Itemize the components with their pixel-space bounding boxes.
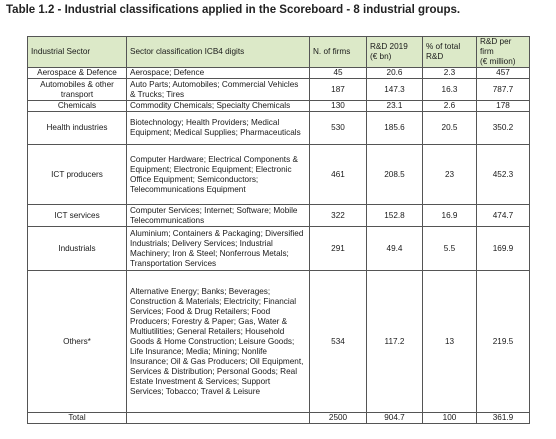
pct-cell: 23 xyxy=(423,145,477,205)
pct-cell: 13 xyxy=(423,271,477,413)
perfirm-cell: 169.9 xyxy=(477,227,530,271)
rd2019-cell: 117.2 xyxy=(367,271,423,413)
firms-cell: 322 xyxy=(310,205,367,227)
pct-cell: 20.5 xyxy=(423,112,477,145)
header-sector: Industrial Sector xyxy=(28,37,127,68)
firms-cell: 45 xyxy=(310,68,367,79)
perfirm-cell: 787.7 xyxy=(477,79,530,101)
perfirm-cell: 178 xyxy=(477,101,530,112)
header-pct: % of total R&D xyxy=(423,37,477,68)
industrial-classification-table xyxy=(27,36,530,424)
pct-cell: 2.6 xyxy=(423,101,477,112)
sector-cell: ICT services xyxy=(28,205,127,227)
header-classification: Sector classification ICB4 digits xyxy=(127,37,310,68)
table-row xyxy=(28,112,530,145)
table-row xyxy=(28,145,530,205)
total-rd2019-cell: 904.7 xyxy=(367,413,423,424)
table-row xyxy=(28,68,530,79)
table-row xyxy=(28,205,530,227)
total-firms-cell: 2500 xyxy=(310,413,367,424)
perfirm-cell: 457 xyxy=(477,68,530,79)
rd2019-cell: 185.6 xyxy=(367,112,423,145)
firms-cell: 530 xyxy=(310,112,367,145)
rd2019-cell: 23.1 xyxy=(367,101,423,112)
header-firms: N. of firms xyxy=(310,37,367,68)
sector-cell: Aerospace & Defence xyxy=(28,68,127,79)
table-row xyxy=(28,271,530,413)
sector-cell: Health industries xyxy=(28,112,127,145)
sector-cell: Chemicals xyxy=(28,101,127,112)
header-perfirm: R&D per firm (€ million) xyxy=(477,37,530,68)
sector-cell: Others* xyxy=(28,271,127,413)
table-row xyxy=(28,227,530,271)
perfirm-cell: 219.5 xyxy=(477,271,530,413)
firms-cell: 534 xyxy=(310,271,367,413)
classification-cell: Commodity Chemicals; Specialty Chemicals xyxy=(127,101,310,112)
classification-cell: Computer Hardware; Electrical Components & Equipment; Electronic Equipment; Electronic Office Equipment; Semiconductors; Telecommunications Equipment xyxy=(127,145,310,205)
firms-cell: 461 xyxy=(310,145,367,205)
total-pct-cell: 100 xyxy=(423,413,477,424)
perfirm-cell: 474.7 xyxy=(477,205,530,227)
firms-cell: 187 xyxy=(310,79,367,101)
classification-cell: Biotechnology; Health Providers; Medical Equipment; Medical Supplies; Pharmaceuticals xyxy=(127,112,310,145)
total-label-cell: Total xyxy=(28,413,127,424)
perfirm-cell: 452.3 xyxy=(477,145,530,205)
rd2019-cell: 152.8 xyxy=(367,205,423,227)
total-perfirm-cell: 361.9 xyxy=(477,413,530,424)
perfirm-cell: 350.2 xyxy=(477,112,530,145)
firms-cell: 130 xyxy=(310,101,367,112)
sector-cell: Automobiles & other transport xyxy=(28,79,127,101)
sector-cell: Industrials xyxy=(28,227,127,271)
rd2019-cell: 208.5 xyxy=(367,145,423,205)
header-row xyxy=(28,37,530,68)
rd2019-cell: 147.3 xyxy=(367,79,423,101)
header-rd2019: R&D 2019 (€ bn) xyxy=(367,37,423,68)
rd2019-cell: 49.4 xyxy=(367,227,423,271)
classification-cell: Auto Parts; Automobiles; Commercial Vehicles & Trucks; Tires xyxy=(127,79,310,101)
classification-cell: Alternative Energy; Banks; Beverages; Construction & Materials; Electricity; Financial Services; Food & Drug Retailers; Food Producers; Forestry & Paper; Gas, Water & Multiutilities; General Retailers; Household Goods & Home Construction; Leisure Goods; Life Insurance; Media; Mining; Nonlife Insurance; Oil & Gas Producers; Oil Equipment, Services & Distribution; Personal Goods; Real Estate Investment & Services; Support Services; Tobacco; Travel & Leisure xyxy=(127,271,310,413)
rd2019-cell: 20.6 xyxy=(367,68,423,79)
pct-cell: 5.5 xyxy=(423,227,477,271)
classification-cell: Aluminium; Containers & Packaging; Diversified Industrials; Delivery Services; Industrial Machinery; Iron & Steel; Nonferrous Metals; Transportation Services xyxy=(127,227,310,271)
classification-cell: Aerospace; Defence xyxy=(127,68,310,79)
sector-cell: ICT producers xyxy=(28,145,127,205)
table-title: Table 1.2 - Industrial classifications applied in the Scoreboard - 8 industrial groups. xyxy=(6,4,461,16)
pct-cell: 16.9 xyxy=(423,205,477,227)
table-row xyxy=(28,79,530,101)
classification-cell: Computer Services; Internet; Software; Mobile Telecommunications xyxy=(127,205,310,227)
firms-cell: 291 xyxy=(310,227,367,271)
pct-cell: 16.3 xyxy=(423,79,477,101)
total-row xyxy=(28,413,530,424)
table-row xyxy=(28,101,530,112)
pct-cell: 2.3 xyxy=(423,68,477,79)
total-classification-cell xyxy=(127,413,310,424)
